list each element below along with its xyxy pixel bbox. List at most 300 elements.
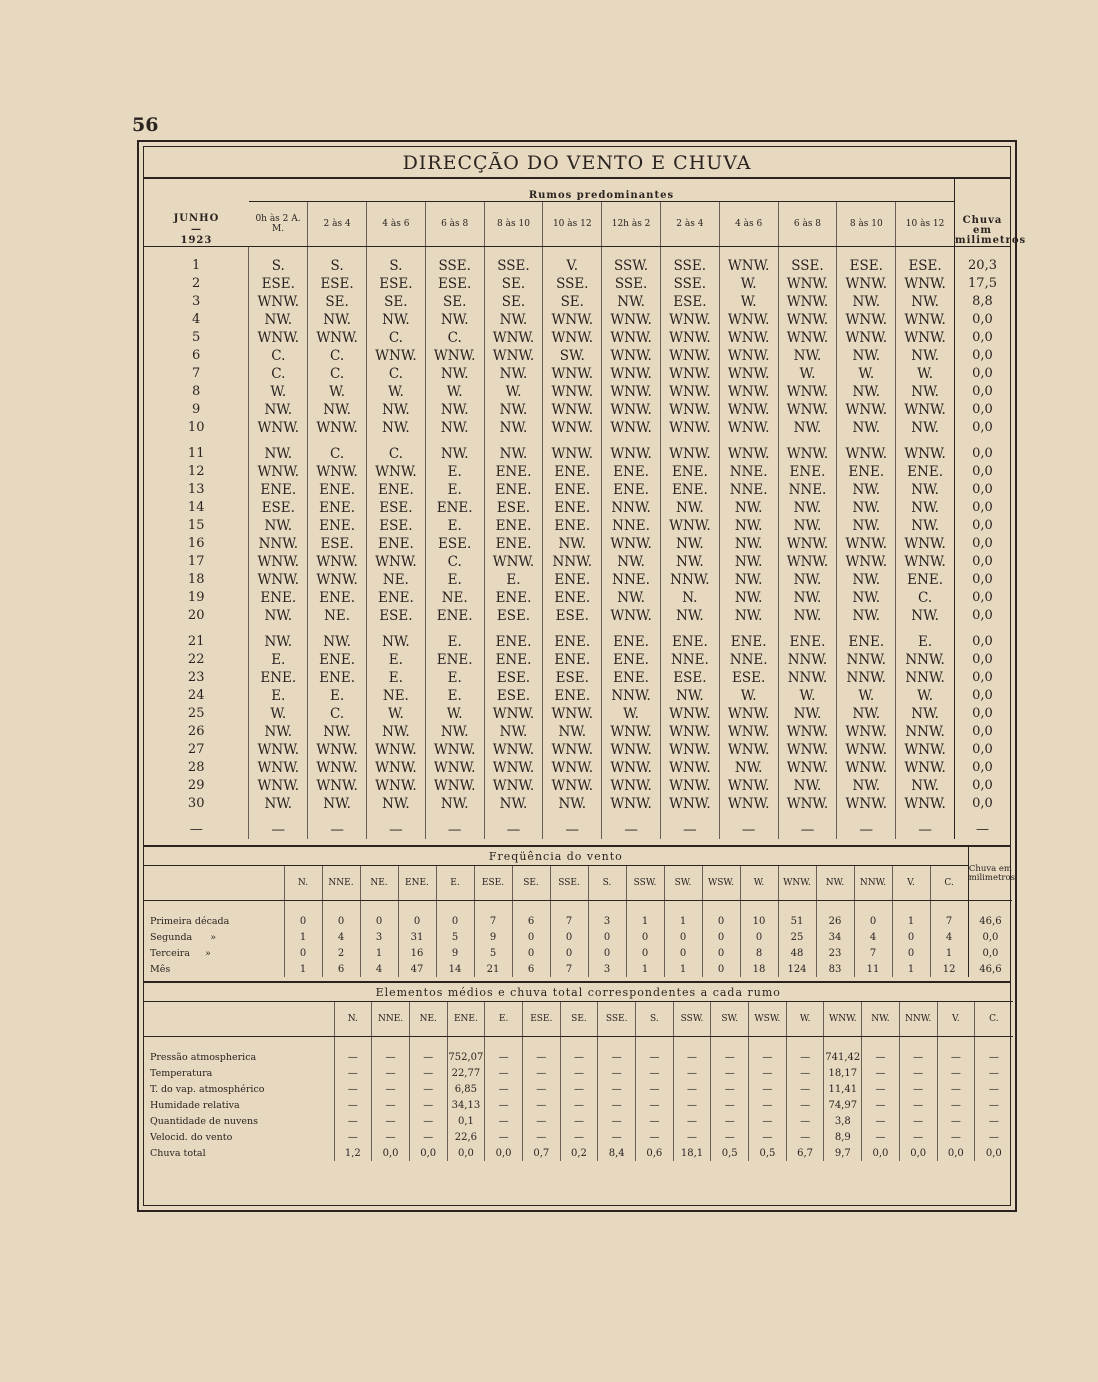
elements-cell: — [899, 1129, 937, 1145]
direction-cell: WNW. [778, 275, 837, 293]
direction-cell: WNW. [602, 741, 661, 759]
elements-cell: — [711, 1037, 749, 1066]
rain-cell: 46,6 [968, 961, 1012, 977]
direction-cell: W. [778, 687, 837, 705]
rain-cell: 0,0 [955, 535, 1010, 553]
direction-cell: WNW. [719, 419, 778, 437]
frequency-cell: 0 [626, 945, 664, 961]
elements-cell: — [372, 1113, 410, 1129]
direction-cell: WNW. [719, 795, 778, 813]
rain-cell: 0,0 [955, 741, 1010, 759]
frequency-cell: 23 [816, 945, 854, 961]
table-row [144, 463, 1010, 481]
frequency-cell: 0 [360, 901, 398, 930]
direction-cell: NW. [366, 419, 425, 437]
direction-cell: ENE. [484, 481, 543, 499]
day-cell: 5 [192, 330, 201, 345]
elements-cell: — [937, 1113, 975, 1129]
direction-cell: NW. [837, 383, 896, 401]
frequency-column-header: SW. [664, 866, 702, 901]
direction-cell: ESE. [484, 687, 543, 705]
gap-cell [719, 437, 778, 445]
elements-column-header: N. [334, 1002, 372, 1037]
direction-cell: WNW. [249, 463, 308, 481]
direction-cell: WNW. [660, 759, 719, 777]
direction-cell: ENE. [837, 633, 896, 651]
frequency-column-header: SE. [512, 866, 550, 901]
direction-cell: NW. [484, 445, 543, 463]
elements-cell: 741,42 [824, 1037, 862, 1066]
direction-cell: — [660, 821, 719, 839]
direction-cell: WNW. [602, 383, 661, 401]
elements-column-header: SSW. [673, 1002, 711, 1037]
frequency-cell: 0 [322, 901, 360, 930]
day-cell: 14 [187, 500, 205, 515]
frequency-column-header: WNW. [778, 866, 816, 901]
frequency-column-header: SSW. [626, 866, 664, 901]
elements-cell: — [636, 1129, 674, 1145]
direction-cell: NW. [308, 401, 367, 419]
elements-cell: 0,0 [447, 1145, 485, 1161]
direction-cell: — [425, 821, 484, 839]
direction-cell: WNW. [308, 571, 367, 589]
direction-cell: WNW. [602, 723, 661, 741]
row-label: Quantidade de nuvens [150, 1115, 258, 1127]
frequency-cell: 8 [740, 945, 778, 961]
direction-cell: NNW. [778, 669, 837, 687]
direction-cell: E. [366, 651, 425, 669]
direction-cell: WNW. [602, 445, 661, 463]
hour-header: 6 às 8 [425, 202, 484, 247]
rain-cell: 0,0 [955, 777, 1010, 795]
elements-cell: — [862, 1037, 900, 1066]
elements-body [144, 1037, 1013, 1162]
table-row [144, 365, 1010, 383]
direction-cell: S. [366, 247, 425, 276]
gap-cell [425, 437, 484, 445]
direction-cell: NW. [543, 535, 602, 553]
elements-cell: — [749, 1097, 787, 1113]
direction-cell: — [778, 821, 837, 839]
direction-cell: NW. [484, 401, 543, 419]
gap-cell [366, 625, 425, 633]
elements-cell: 0,7 [522, 1145, 560, 1161]
direction-cell: C. [308, 705, 367, 723]
elements-cell: 0,0 [372, 1145, 410, 1161]
gap-cell [837, 625, 896, 633]
direction-cell: WNW. [308, 741, 367, 759]
direction-cell: ENE. [484, 463, 543, 481]
elements-cell: 8,4 [598, 1145, 636, 1161]
direction-cell: NW. [366, 633, 425, 651]
direction-cell: WNW. [778, 795, 837, 813]
elements-column-header: V. [937, 1002, 975, 1037]
gap-cell [660, 437, 719, 445]
frequency-rain-header: Chuva em milimetros [968, 847, 1012, 901]
table-row [144, 961, 1012, 977]
frequency-cell: 26 [816, 901, 854, 930]
hour-header: 8 às 10 [837, 202, 896, 247]
direction-cell: WNW. [602, 365, 661, 383]
direction-cell: WNW. [366, 553, 425, 571]
gap-cell [896, 437, 955, 445]
elements-cell: — [937, 1065, 975, 1081]
direction-cell: ENE. [602, 669, 661, 687]
direction-cell: WNW. [719, 247, 778, 276]
direction-cell: ESE. [896, 247, 955, 276]
direction-cell: — [837, 821, 896, 839]
elements-cell: — [409, 1065, 447, 1081]
frequency-label-header [144, 866, 284, 901]
frequency-cell: 5 [436, 929, 474, 945]
direction-cell: WNW. [602, 329, 661, 347]
direction-cell: WNW. [602, 347, 661, 365]
frequency-cell: 9 [436, 945, 474, 961]
table-row [144, 633, 1010, 651]
elements-cell: 34,13 [447, 1097, 485, 1113]
direction-cell: WNW. [308, 329, 367, 347]
elements-cell: 9,7 [824, 1145, 862, 1161]
elements-cell: — [899, 1081, 937, 1097]
direction-cell: WNW. [602, 535, 661, 553]
direction-cell: W. [484, 383, 543, 401]
direction-cell: E. [425, 517, 484, 535]
direction-cell: WNW. [249, 293, 308, 311]
elements-cell: 74,97 [824, 1097, 862, 1113]
elements-column-header: NNE. [372, 1002, 410, 1037]
day-cell: 24 [187, 688, 205, 703]
day-cell: 2 [192, 276, 201, 291]
direction-cell: NW. [249, 445, 308, 463]
direction-cell: WNW. [719, 705, 778, 723]
frequency-cell: 0 [626, 929, 664, 945]
direction-cell: ENE. [719, 633, 778, 651]
elements-cell: — [786, 1037, 824, 1066]
direction-cell: ESE. [660, 669, 719, 687]
gap-cell [484, 437, 543, 445]
direction-cell: ENE. [484, 633, 543, 651]
direction-cell: WNW. [366, 741, 425, 759]
elements-column-header: WNW. [824, 1002, 862, 1037]
direction-cell: NW. [837, 777, 896, 795]
direction-cell: NW. [484, 795, 543, 813]
rain-cell: 0,0 [955, 553, 1010, 571]
direction-cell: NNW. [602, 499, 661, 517]
direction-cell: WNW. [896, 445, 955, 463]
direction-cell: WNW. [660, 445, 719, 463]
direction-cell: NW. [896, 607, 955, 625]
direction-cell: NW. [837, 571, 896, 589]
direction-cell: ENE. [484, 517, 543, 535]
elements-cell: — [560, 1097, 598, 1113]
elements-cell: — [409, 1113, 447, 1129]
direction-cell: NW. [249, 633, 308, 651]
hour-header: 10 às 12 [543, 202, 602, 247]
table-row [144, 419, 1010, 437]
direction-cell: WNW. [366, 347, 425, 365]
frequency-column-header: C. [930, 866, 968, 901]
direction-cell: ESE. [543, 669, 602, 687]
direction-cell: NW. [719, 571, 778, 589]
direction-cell: NNE. [719, 481, 778, 499]
gap-cell [955, 437, 1010, 445]
day-cell: 30 [187, 796, 205, 811]
elements-cell: — [372, 1129, 410, 1145]
table-row [144, 1065, 1013, 1081]
direction-cell: WNW. [425, 347, 484, 365]
table-row [144, 901, 1012, 930]
direction-cell: ESE. [308, 535, 367, 553]
frequency-cell: 0 [550, 945, 588, 961]
elements-cell: — [899, 1113, 937, 1129]
direction-cell: ENE. [778, 633, 837, 651]
elements-cell: — [560, 1065, 598, 1081]
gap-cell [719, 625, 778, 633]
frequency-cell: 31 [398, 929, 436, 945]
rain-cell: 0,0 [955, 723, 1010, 741]
rain-cell: 0,0 [955, 499, 1010, 517]
frequency-column-header: NNW. [854, 866, 892, 901]
day-cell: 6 [192, 348, 201, 363]
day-cell: 25 [187, 706, 205, 721]
elements-cell: — [711, 1113, 749, 1129]
frequency-cell: 6 [322, 961, 360, 977]
elements-label-header [144, 1002, 334, 1037]
direction-cell: ENE. [366, 589, 425, 607]
table-row [144, 759, 1010, 777]
gap-cell [778, 437, 837, 445]
direction-cell: WNW. [543, 741, 602, 759]
elements-cell: 0,0 [862, 1145, 900, 1161]
direction-cell: WNW. [602, 401, 661, 419]
direction-cell: ENE. [660, 633, 719, 651]
direction-cell: ENE. [543, 633, 602, 651]
gap-cell [778, 625, 837, 633]
elements-cell: 6,7 [786, 1145, 824, 1161]
elements-column-header: NE. [409, 1002, 447, 1037]
table-row [144, 329, 1010, 347]
table-row [144, 929, 1012, 945]
direction-cell: ENE. [308, 589, 367, 607]
direction-cell: NW. [425, 365, 484, 383]
direction-cell: WNW. [778, 329, 837, 347]
direction-cell: NNW. [660, 571, 719, 589]
gap-cell [484, 625, 543, 633]
direction-cell: WNW. [837, 535, 896, 553]
frequency-cell: 0 [892, 929, 930, 945]
gap-cell [144, 813, 249, 821]
direction-cell: WNW. [837, 795, 896, 813]
direction-cell: WNW. [896, 741, 955, 759]
direction-cell: ENE. [484, 589, 543, 607]
direction-cell: NW. [425, 795, 484, 813]
frequency-cell: 1 [892, 901, 930, 930]
elements-cell: — [598, 1097, 636, 1113]
elements-cell: — [975, 1113, 1013, 1129]
elements-cell: — [749, 1081, 787, 1097]
direction-cell: WNW. [719, 445, 778, 463]
direction-cell: NNE. [602, 571, 661, 589]
direction-cell: ENE. [543, 517, 602, 535]
page-title: DIRECÇÃO DO VENTO E CHUVA [144, 147, 1010, 179]
direction-cell: V. [543, 247, 602, 276]
row-label: Mês [150, 963, 171, 975]
direction-cell: WNW. [837, 329, 896, 347]
direction-cell: SSE. [425, 247, 484, 276]
direction-cell: NW. [778, 777, 837, 795]
elements-cell: — [862, 1129, 900, 1145]
direction-cell: WNW. [543, 365, 602, 383]
direction-cell: W. [366, 705, 425, 723]
direction-cell: WNW. [543, 705, 602, 723]
direction-cell: WNW. [602, 777, 661, 795]
direction-cell: E. [896, 633, 955, 651]
elements-cell: — [522, 1037, 560, 1066]
direction-cell: WNW. [778, 741, 837, 759]
frequency-cell: 4 [854, 929, 892, 945]
direction-cell: WNW. [249, 553, 308, 571]
frequency-cell: 10 [740, 901, 778, 930]
direction-cell: C. [896, 589, 955, 607]
frequency-cell: 0 [702, 901, 740, 930]
direction-cell: NW. [308, 633, 367, 651]
frequency-cell: 12 [930, 961, 968, 977]
elements-cell: — [560, 1129, 598, 1145]
direction-cell: WNW. [308, 777, 367, 795]
direction-cell: WNW. [308, 463, 367, 481]
elements-cell: — [409, 1081, 447, 1097]
direction-cell: ENE. [366, 535, 425, 553]
frequency-cell: 0 [436, 901, 474, 930]
day-cell: 9 [192, 402, 201, 417]
direction-cell: WNW. [484, 329, 543, 347]
table-row [144, 535, 1010, 553]
gap-cell [602, 437, 661, 445]
hour-header: 4 às 6 [366, 202, 425, 247]
elements-cell: — [598, 1113, 636, 1129]
elements-cell: — [334, 1097, 372, 1113]
direction-cell: C. [308, 445, 367, 463]
month-label: JUNHO [173, 213, 220, 224]
frequency-cell: 0 [588, 945, 626, 961]
direction-cell: NE. [425, 589, 484, 607]
direction-cell: WNW. [308, 553, 367, 571]
direction-cell: ENE. [837, 463, 896, 481]
elements-cell: — [975, 1081, 1013, 1097]
frequency-cell: 0 [284, 901, 322, 930]
elements-column-header: E. [485, 1002, 523, 1037]
elements-column-header: SE. [560, 1002, 598, 1037]
frequency-cell: 3 [588, 961, 626, 977]
direction-cell: WNW. [660, 795, 719, 813]
direction-cell: NW. [543, 723, 602, 741]
direction-cell: C. [308, 347, 367, 365]
elements-cell: — [673, 1113, 711, 1129]
direction-cell: NW. [837, 607, 896, 625]
direction-cell: ENE. [484, 651, 543, 669]
elements-cell: — [636, 1037, 674, 1066]
direction-cell: W. [896, 687, 955, 705]
direction-cell: WNW. [896, 329, 955, 347]
direction-cell: E. [366, 669, 425, 687]
table-row [144, 247, 1010, 276]
direction-cell: ENE. [308, 499, 367, 517]
direction-cell: NW. [719, 589, 778, 607]
direction-cell: WNW. [719, 401, 778, 419]
direction-cell: WNW. [660, 347, 719, 365]
direction-cell: ESE. [249, 275, 308, 293]
direction-cell: WNW. [719, 383, 778, 401]
direction-cell: ENE. [425, 607, 484, 625]
day-cell: 1 [192, 258, 201, 273]
direction-cell: ESE. [484, 499, 543, 517]
frequency-cell: 0 [512, 945, 550, 961]
gap-cell [425, 813, 484, 821]
elements-column-header: WSW. [749, 1002, 787, 1037]
elements-cell: 3,8 [824, 1113, 862, 1129]
direction-cell: NW. [249, 795, 308, 813]
elements-cell: — [409, 1129, 447, 1145]
elements-column-header: SW. [711, 1002, 749, 1037]
row-label: Segunda » [150, 931, 217, 943]
day-cell: 28 [187, 760, 205, 775]
direction-cell: S. [308, 247, 367, 276]
direction-cell: NW. [543, 795, 602, 813]
direction-cell: NW. [837, 517, 896, 535]
year-label: 1923 [180, 235, 213, 246]
elements-cell: — [485, 1097, 523, 1113]
direction-cell: NW. [778, 571, 837, 589]
elements-column-header: ENE. [447, 1002, 485, 1037]
direction-cell: W. [425, 705, 484, 723]
day-cell: 3 [192, 294, 201, 309]
page-number: 56 [132, 114, 159, 136]
elements-cell: 22,6 [447, 1129, 485, 1145]
direction-cell: WNW. [543, 311, 602, 329]
direction-cell: NE. [308, 607, 367, 625]
direction-cell: NW. [660, 535, 719, 553]
direction-cell: NNW. [896, 651, 955, 669]
direction-cell: NW. [308, 723, 367, 741]
gap-cell [425, 625, 484, 633]
elements-cell: — [485, 1037, 523, 1066]
elements-cell: — [937, 1037, 975, 1066]
direction-cell: NW. [778, 499, 837, 517]
gap-cell [896, 813, 955, 821]
day-cell: — [189, 822, 203, 837]
frequency-cell: 3 [360, 929, 398, 945]
direction-cell: NW. [660, 687, 719, 705]
frequency-cell: 83 [816, 961, 854, 977]
elements-cell: 0,6 [636, 1145, 674, 1161]
elements-cell: — [522, 1113, 560, 1129]
direction-cell: WNW. [660, 401, 719, 419]
direction-cell: WNW. [425, 741, 484, 759]
direction-cell: WNW. [837, 311, 896, 329]
direction-cell: WNW. [543, 445, 602, 463]
direction-cell: WNW. [837, 741, 896, 759]
frequency-cell: 0 [588, 929, 626, 945]
direction-cell: ENE. [308, 517, 367, 535]
gap-cell [660, 625, 719, 633]
direction-cell: WNW. [602, 759, 661, 777]
frequency-cell: 7 [550, 901, 588, 930]
gap-cell [955, 813, 1010, 821]
direction-cell: NNW. [543, 553, 602, 571]
gap-cell [778, 813, 837, 821]
frequency-cell: 1 [284, 961, 322, 977]
direction-cell: N. [660, 589, 719, 607]
